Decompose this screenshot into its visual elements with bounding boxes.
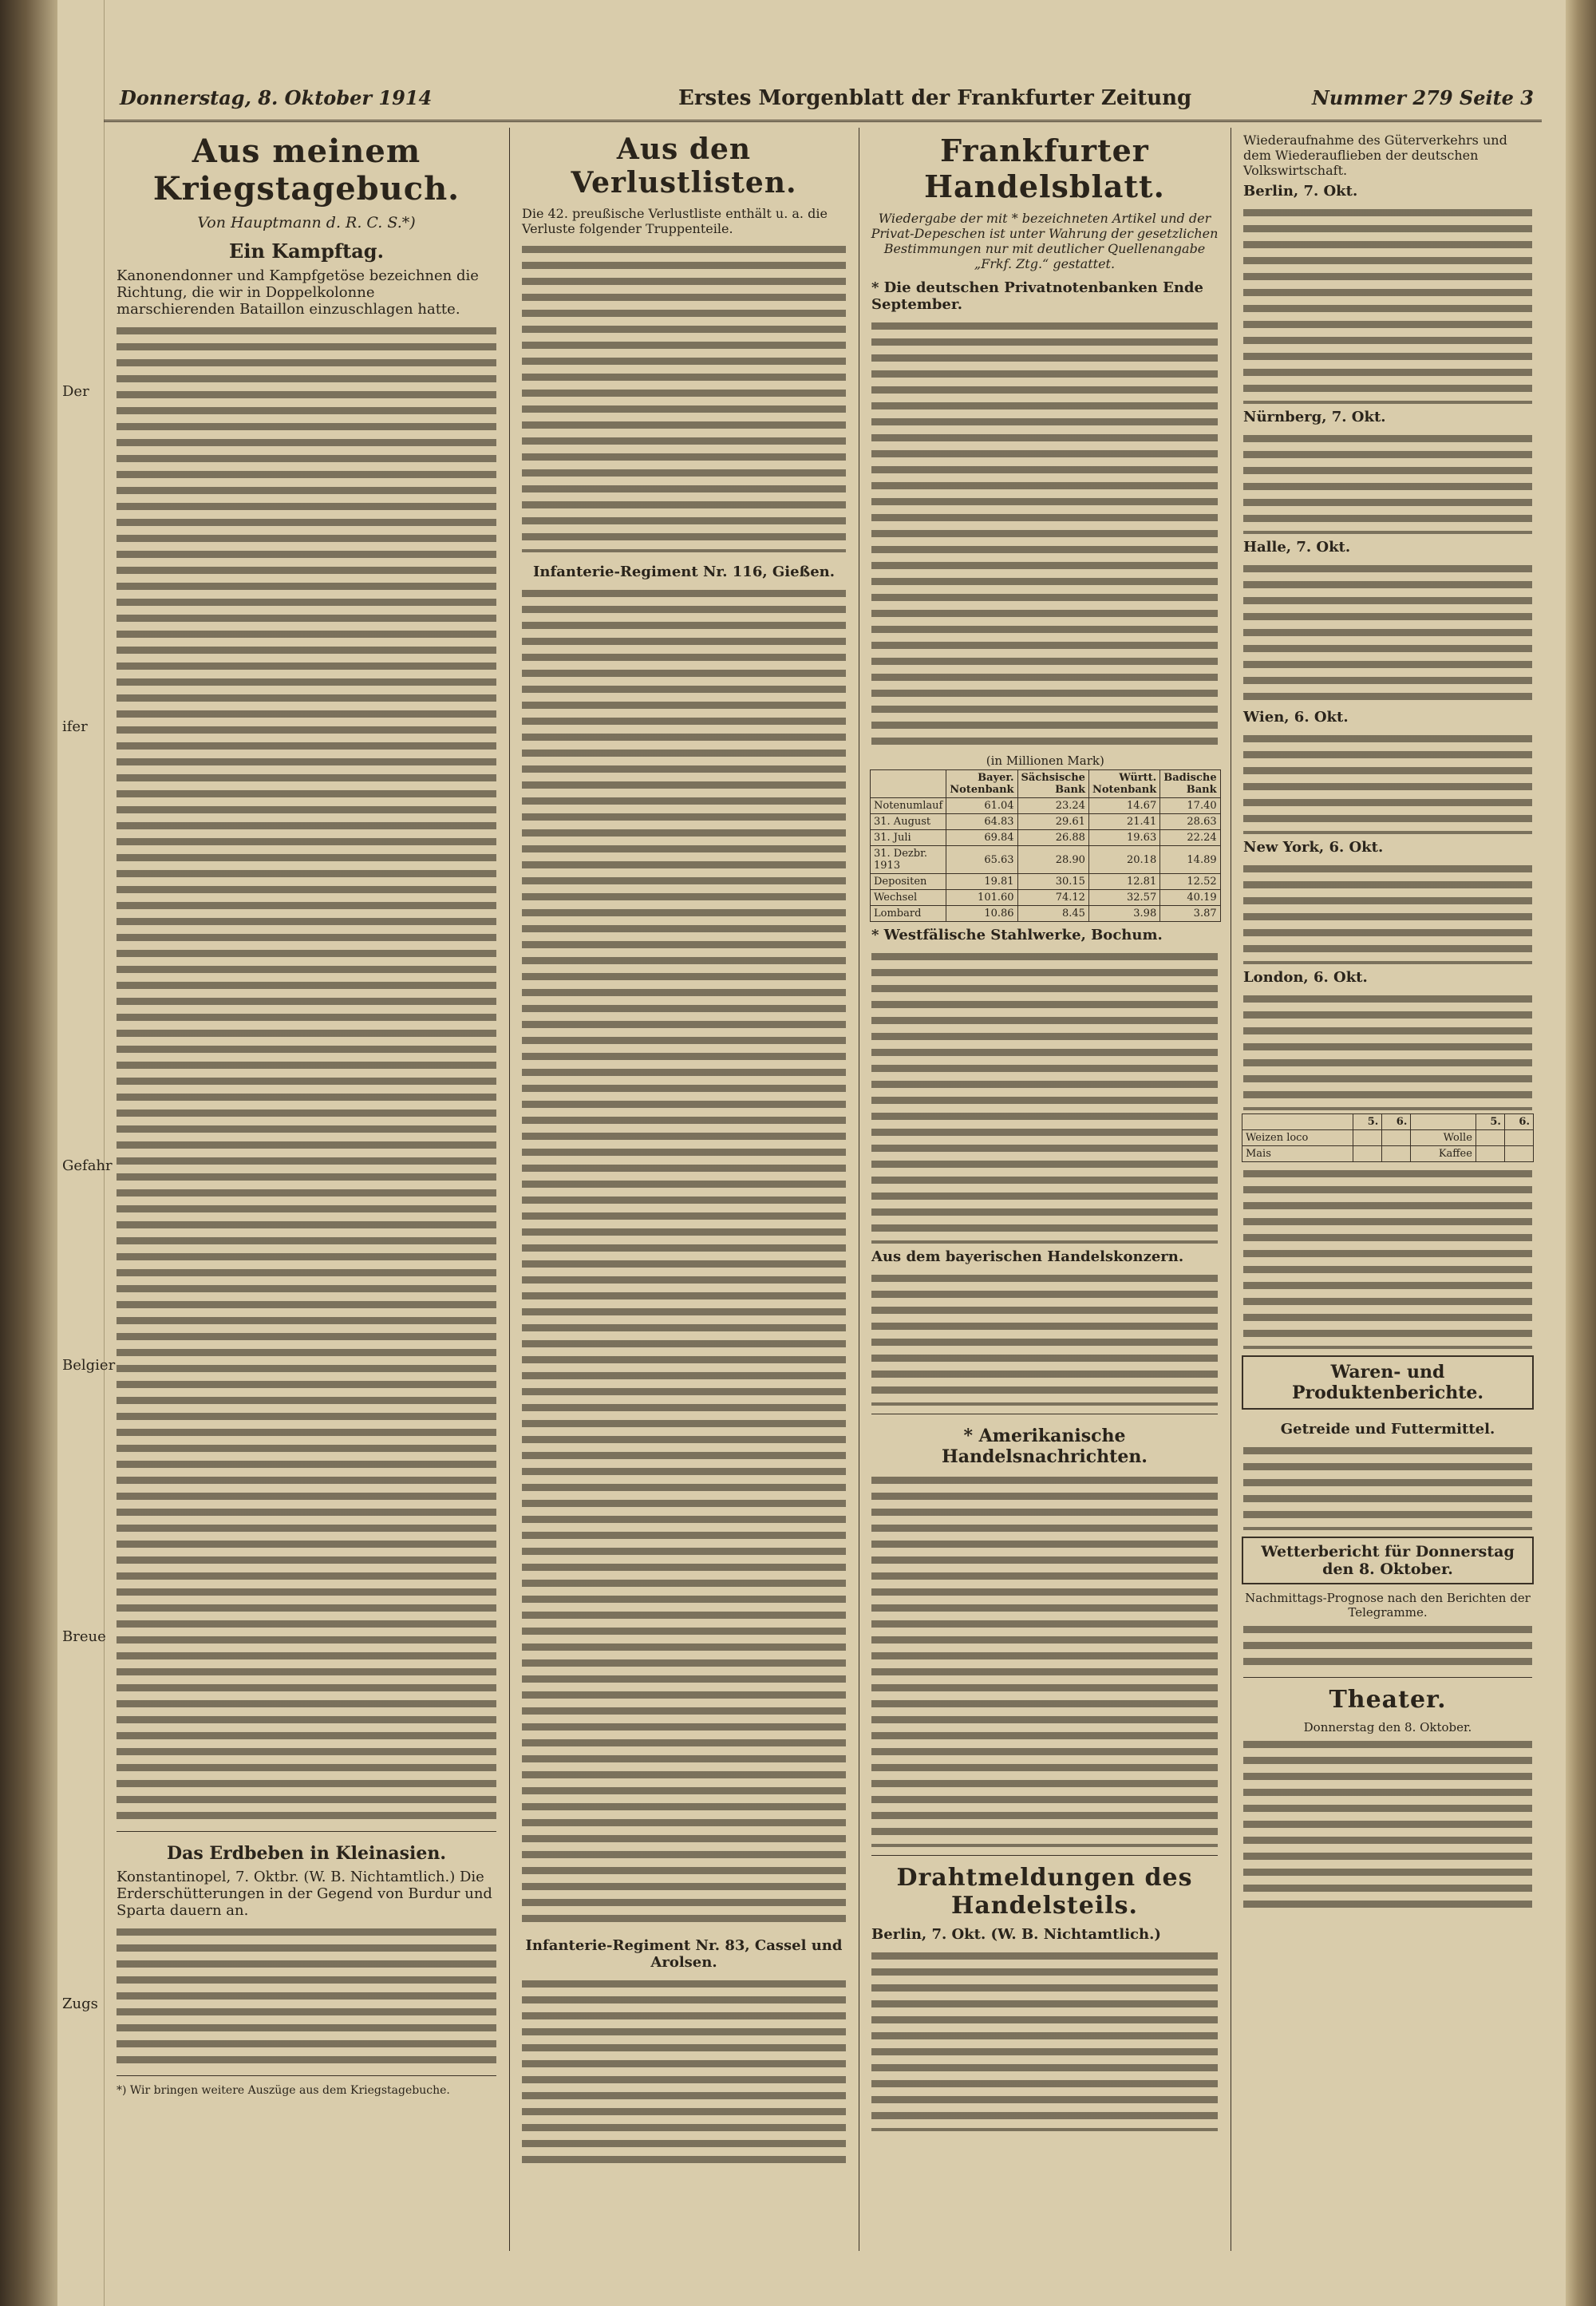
- table-cell: 3.87: [1160, 906, 1220, 922]
- previous-page-margin: [57, 0, 116, 2306]
- section-body-text: [871, 1948, 1218, 2131]
- market-text: [1243, 204, 1532, 404]
- book-binding: [0, 0, 57, 2306]
- table-cell: [1353, 1130, 1382, 1146]
- table-cell: [1353, 1146, 1382, 1162]
- theater-listings: [1243, 1736, 1532, 1912]
- page-edges: [1566, 0, 1596, 2306]
- table-header: [871, 770, 946, 798]
- theater-date: Donnerstag den 8. Oktober.: [1303, 1720, 1472, 1734]
- article-body-text: [871, 1270, 1218, 1406]
- market-item: Halle, 7. Okt.: [1243, 539, 1351, 556]
- table-cell: 40.19: [1160, 890, 1220, 906]
- section-title-regiment-116: Infanterie-Regiment Nr. 116, Gießen.: [532, 564, 836, 580]
- commodity-table: [1242, 1113, 1534, 1162]
- section-title-regiment-83: Infanterie-Regiment Nr. 83, Cassel und Arolsen.: [525, 1937, 843, 1971]
- table-cell: Notenumlauf: [871, 798, 946, 814]
- market-text: [1243, 1165, 1532, 1349]
- article-body-text: [871, 318, 1218, 749]
- article-body-text: [522, 241, 846, 552]
- table-cell: [1382, 1130, 1411, 1146]
- subsection-text: [1243, 1442, 1532, 1530]
- article-subtitle: Ein Kampftag.: [229, 239, 384, 263]
- article-lead: Aus dem bayerischen Handelskonzern.: [871, 1248, 1184, 1265]
- continued-text: Wiederaufnahme des Güterverkehrs und dem Wiederauflieben der deutschen Volkswirtschaft.: [1243, 133, 1507, 178]
- table-cell: Mais: [1242, 1146, 1353, 1162]
- table-cell: 28.90: [1017, 846, 1088, 874]
- table-cell: 26.88: [1017, 830, 1088, 846]
- theater-title: Theater.: [1329, 1686, 1447, 1714]
- table-cell: 64.83: [946, 814, 1017, 830]
- article-lead: Kanonendonner und Kampfgetöse bezeichnen die Richtung, die wir in Doppelkolonne marschierenden Bataillon einzuschlagen hatte.: [117, 267, 479, 318]
- table-cell: 30.15: [1017, 874, 1088, 890]
- table-row: [871, 906, 1221, 922]
- page-header: [104, 77, 1542, 122]
- article-title: Aus den Verlustlisten.: [571, 133, 797, 200]
- table-cell: [1476, 1146, 1504, 1162]
- section-title-wire-reports: Drahtmeldungen des Handelsteils.: [896, 1864, 1193, 1920]
- table-cell: 31. August: [871, 814, 946, 830]
- market-item: New York, 6. Okt.: [1243, 839, 1384, 856]
- divider: [117, 1831, 496, 1832]
- table-header: Sächsische Bank: [1017, 770, 1088, 798]
- table-cell: 20.18: [1088, 846, 1159, 874]
- notenbank-table: [870, 752, 1221, 922]
- margin-fragment: Gefahr: [62, 1157, 113, 1174]
- newspaper-page: [57, 0, 1566, 2306]
- market-item: Berlin, 7. Okt.: [1243, 183, 1358, 200]
- column-rule: [509, 128, 510, 2251]
- section-body-text: [522, 585, 846, 1926]
- table-cell: 21.41: [1088, 814, 1159, 830]
- divider: [871, 1855, 1218, 1856]
- table-row: [871, 890, 1221, 906]
- table-row: [871, 814, 1221, 830]
- header-page-number: Nummer 279 Seite 3: [1311, 86, 1534, 109]
- weather-text: [1243, 1621, 1532, 1669]
- header-masthead: Erstes Morgenblatt der Frankfurter Zeitung: [678, 86, 1192, 110]
- section-lead: Berlin, 7. Okt. (W. B. Nichtamtlich.): [871, 1926, 1161, 1943]
- margin-fragment: Zugs: [62, 1996, 98, 2012]
- table-cell: [1382, 1146, 1411, 1162]
- column-war-diary: [107, 128, 506, 2251]
- market-item: Nürnberg, 7. Okt.: [1243, 409, 1386, 425]
- weather-title: Wetterbericht für Donnerstag den 8. Oktober.: [1242, 1537, 1534, 1584]
- section-title-produce: Waren- und Produktenberichte.: [1242, 1355, 1534, 1410]
- table-cell: [1504, 1130, 1533, 1146]
- market-text: [1243, 430, 1532, 534]
- section-body-text: [522, 1976, 846, 2167]
- table-cell: 14.67: [1088, 798, 1159, 814]
- table-cell: 32.57: [1088, 890, 1159, 906]
- table-header: Bayer. Notenbank: [946, 770, 1017, 798]
- table-cell: 61.04: [946, 798, 1017, 814]
- article-lead: * Die deutschen Privatnotenbanken Ende September.: [871, 279, 1203, 313]
- column-markets: [1234, 128, 1542, 2251]
- table-header: Badische Bank: [1160, 770, 1220, 798]
- table-cell: Depositen: [871, 874, 946, 890]
- table-cell: 10.86: [946, 906, 1017, 922]
- section-title-american-news: * Amerikanische Handelsnachrichten.: [942, 1426, 1148, 1467]
- table-cell: Kaffee: [1411, 1146, 1476, 1162]
- table-caption: (in Millionen Mark): [986, 754, 1104, 768]
- article-title: Aus meinem Kriegstagebuch.: [152, 133, 460, 208]
- table-header: 6.: [1504, 1114, 1533, 1130]
- margin-fragment: ifer: [62, 718, 88, 735]
- table-cell: 19.81: [946, 874, 1017, 890]
- table-cell: 69.84: [946, 830, 1017, 846]
- table-cell: 8.45: [1017, 906, 1088, 922]
- table-cell: 14.89: [1160, 846, 1220, 874]
- section-body-text: [117, 1924, 496, 2067]
- table-cell: Wechsel: [871, 890, 946, 906]
- table-cell: 17.40: [1160, 798, 1220, 814]
- table-row: [1242, 1146, 1534, 1162]
- column-casualty-lists: [512, 128, 855, 2251]
- article-lead: * Westfälische Stahlwerke, Bochum.: [871, 927, 1163, 943]
- table-header: 5.: [1353, 1114, 1382, 1130]
- market-text: [1243, 991, 1532, 1110]
- section-title-earthquake: Das Erdbeben in Kleinasien.: [166, 1843, 447, 1864]
- article-body-text: [117, 322, 496, 1823]
- column-trade-paper: [862, 128, 1227, 2251]
- market-text: [1243, 560, 1532, 704]
- margin-fragment: Breue: [62, 1628, 106, 1645]
- article-body-text: [871, 948, 1218, 1244]
- table-cell: 31. Dezbr. 1913: [871, 846, 946, 874]
- table-cell: Lombard: [871, 906, 946, 922]
- footnote: *) Wir bringen weitere Auszüge aus dem Kriegstagebuche.: [117, 2084, 450, 2097]
- table-header: [1411, 1114, 1476, 1130]
- table-cell: Weizen loco: [1242, 1130, 1353, 1146]
- table-cell: 31. Juli: [871, 830, 946, 846]
- header-date: Donnerstag, 8. Oktober 1914: [120, 86, 433, 109]
- margin-fragment: Der: [62, 383, 89, 400]
- table-cell: 12.81: [1088, 874, 1159, 890]
- table-cell: [1504, 1146, 1533, 1162]
- margin-fragment: Belgier: [62, 1357, 116, 1374]
- market-text: [1243, 730, 1532, 834]
- section-body-text: [871, 1472, 1218, 1847]
- article-lead: Die 42. preußische Verlustliste enthält u. a. die Verluste folgender Truppenteile.: [522, 206, 828, 236]
- table-cell: 3.98: [1088, 906, 1159, 922]
- article-byline: Von Hauptmann d. R. C. S.*): [197, 214, 416, 231]
- table-header: 5.: [1476, 1114, 1504, 1130]
- divider: [117, 2075, 496, 2076]
- market-item: London, 6. Okt.: [1243, 969, 1368, 986]
- table-cell: 74.12: [1017, 890, 1088, 906]
- weather-subtitle: Nachmittags-Prognose nach den Berichten der Telegramme.: [1245, 1591, 1531, 1620]
- table-cell: Wolle: [1411, 1130, 1476, 1146]
- divider: [1243, 1677, 1532, 1678]
- table-row: [1242, 1130, 1534, 1146]
- section-masthead: Frankfurter Handelsblatt.: [924, 133, 1165, 204]
- table-header: 6.: [1382, 1114, 1411, 1130]
- market-item: Wien, 6. Okt.: [1243, 709, 1349, 726]
- section-lead: Konstantinopel, 7. Oktbr. (W. B. Nichtamtlich.) Die Erderschütterungen in der Gegend von Burdur und Sparta dauern an.: [117, 1869, 492, 1919]
- table-cell: 23.24: [1017, 798, 1088, 814]
- table-cell: 22.24: [1160, 830, 1220, 846]
- subsection-title: Getreide und Futtermittel.: [1280, 1421, 1495, 1438]
- table-cell: 12.52: [1160, 874, 1220, 890]
- reprint-notice: Wiedergabe der mit * bezeichneten Artikel und der Privat-Depeschen ist unter Wahrung der gesetzlichen Bestimmungen nur mit deutlicher Quellenangabe „Frkf. Ztg.“ gestattet.: [871, 211, 1219, 271]
- table-cell: [1476, 1130, 1504, 1146]
- table-header: Württ. Notenbank: [1088, 770, 1159, 798]
- table-row: [871, 846, 1221, 874]
- table-row: [871, 874, 1221, 890]
- table-cell: 29.61: [1017, 814, 1088, 830]
- market-text: [1243, 860, 1532, 964]
- table-cell: 19.63: [1088, 830, 1159, 846]
- table-row: [871, 830, 1221, 846]
- table-cell: 101.60: [946, 890, 1017, 906]
- table-header: [1242, 1114, 1353, 1130]
- table-cell: 28.63: [1160, 814, 1220, 830]
- table-cell: 65.63: [946, 846, 1017, 874]
- table-row: [871, 798, 1221, 814]
